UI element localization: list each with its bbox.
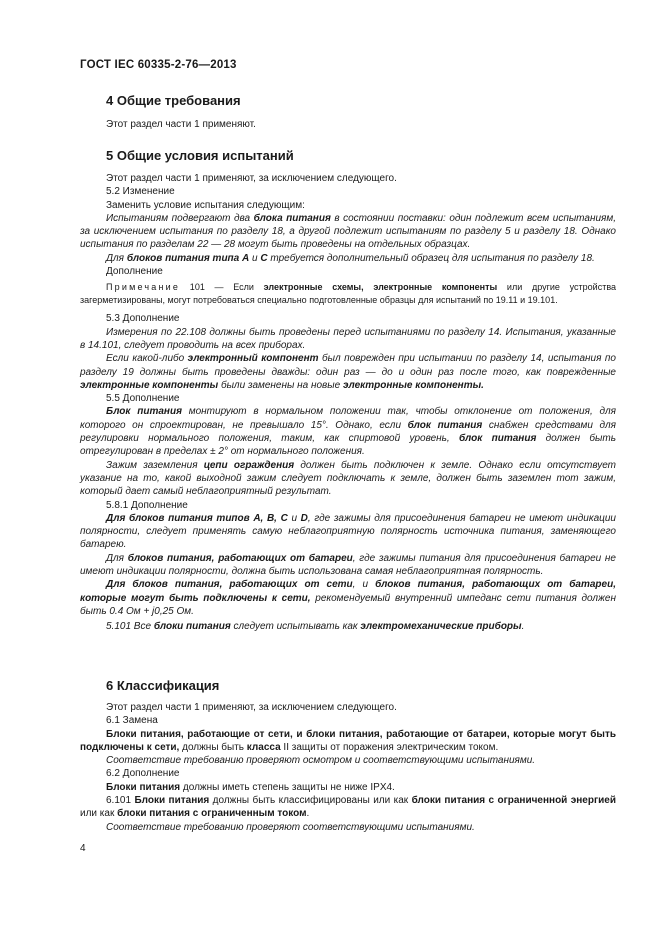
document-header: ГОСТ IEC 60335-2-76—2013: [80, 59, 237, 71]
clause-5-2-paragraph-2: Для блоков питания типа A и C требуется дополнительный образец для испытания по разделу 18.: [106, 252, 595, 264]
clause-5-3-paragraph-1: Измерения по 22.108 должны быть проведены перед испытаниями по разделу 14. Испытания, указанные в 14.101, следует проводить на всех приборах.: [80, 326, 616, 351]
clause-5-8-1-paragraph-1: Для блоков питания типов A, B, C и D, где зажимы для присоединения батареи не имеют индикации полярности, следует применять самую неблагоприятную полярность источника питания, заменяющего батарею.: [80, 512, 616, 551]
clause-6-2-paragraph-1: Блоки питания должны иметь степень защиты не ниже IPX4.: [106, 781, 395, 793]
section-5-body: [80, 172, 616, 634]
clause-5-3-heading: 5.3 Дополнение: [106, 313, 180, 325]
section-6-title: 6 Классификация: [106, 678, 220, 693]
note-label: Примечание: [106, 282, 181, 293]
clause-6-101-check: Соответствие требованию проверяют соответствующими испытаниями.: [106, 821, 475, 833]
clause-5-3-paragraph-2: Если какой-либо электронный компонент был поврежден при испытании по разделу 14, испытания по разделу 19 должны быть проведены дважды: один раз — до и один раз после того, как поврежденные электронные компоненты были заменены на новые электронные компоненты.: [80, 353, 616, 391]
clause-5-101: 5.101 Все блоки питания следует испытывать как электромеханические приборы.: [106, 621, 525, 633]
clause-5-5-paragraph-1: Блок питания монтируют в нормальном положении так, чтобы отклонение от положения, для которого он спроектирован, не превышало 15°. Однако, если блок питания снабжен средствами для регулировки нормального положения, таким, как спиртовой уровень, блок питания должен быть отрегулирован в пределах ± 2° от нормального положения.: [80, 406, 617, 458]
page-number: 4: [80, 843, 86, 854]
clause-5-2-addition: Дополнение: [106, 266, 163, 278]
section-6-intro: Этот раздел части 1 применяют, за исключением следующего.: [106, 702, 397, 713]
section-6-body: [80, 701, 616, 834]
clause-5-2-heading: 5.2 Изменение: [106, 186, 175, 198]
section-5-intro: Этот раздел части 1 применяют, за исключением следующего.: [106, 173, 397, 184]
clause-6-1-heading: 6.1 Замена: [106, 715, 158, 727]
clause-5-2-paragraph-1: Испытаниям подвергают два блока питания в состоянии поставки: один подлежит всем испытаниям, за исключением испытания по разделу 18, а другой подлежит испытаниям по разделу 5 и разделу 18. Однако испытания по разделам 22 — 28 могут быть проведены на отдельных образцах.: [80, 212, 616, 251]
clause-5-8-1-heading: 5.8.1 Дополнение: [106, 499, 188, 511]
note-101: Примечание 101 — Если электронные схемы, электронные компоненты или другие устройства загерметизированы, могут потребоваться специально подготовленные образцы для испытаний по 19.11 и 19.101.: [80, 282, 617, 305]
clause-5-5-paragraph-2: Зажим заземления цепи ограждения должен быть подключен к земле. Однако если отсутствует указание на то, какой выходной зажим следует подключать к земле, должен быть заземлен тот зажим, который дает самый неблагоприятный результат.: [80, 459, 616, 498]
section-4-title: 4 Общие требования: [106, 93, 241, 108]
clause-6-2-heading: 6.2 Дополнение: [106, 768, 180, 780]
section-4-text: Этот раздел части 1 применяют.: [106, 119, 256, 130]
clause-5-8-1-paragraph-2: Для блоков питания, работающих от батареи, где зажимы питания для присоединения батареи не имеют индикации полярности, должна быть использована самая неблагоприятная полярность.: [80, 552, 616, 578]
clause-5-8-1-paragraph-3: Для блоков питания, работающих от сети, и блоков питания, работающих от батареи, которые могут быть подключены к сети, рекомендуемый внутренний импеданс сети питания должен быть 0.4 Ом + j0,25 Ом.: [80, 579, 616, 617]
section-5-title: 5 Общие условия испытаний: [106, 148, 294, 163]
clause-6-1-paragraph-1: Блоки питания, работающие от сети, и блоки питания, работающие от батареи, которые могут быть подключены к сети, должны быть класса II защиты от поражения электрическим током.: [80, 728, 616, 753]
section-4-body: [80, 118, 616, 131]
clause-5-2-replace: Заменить условие испытания следующим:: [106, 199, 305, 211]
clause-6-1-check: Соответствие требованию проверяют осмотром и соответствующими испытаниями.: [106, 755, 536, 767]
clause-6-101: 6.101 Блоки питания должны быть классифицированы или как блоки питания с ограниченной энергией или как блоки питания с ограниченным током.: [80, 795, 617, 820]
clause-5-5-heading: 5.5 Дополнение: [106, 393, 180, 405]
